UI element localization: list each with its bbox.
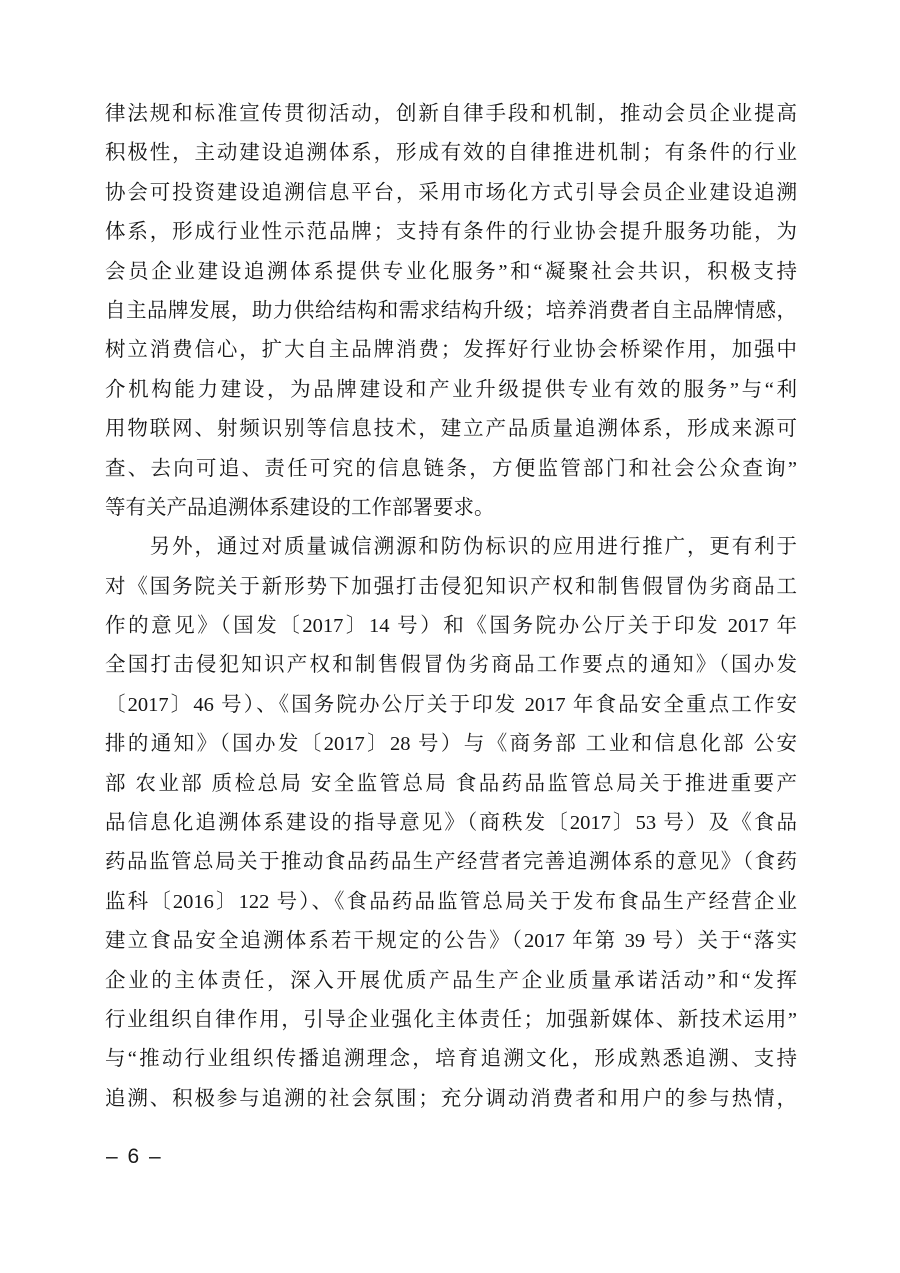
paragraph-2 <box>105 528 797 1119</box>
text-line: 与“推动行业组织传播追溯理念，培育追溯文化，形成熟悉追溯、支持 <box>105 1048 797 1071</box>
text-line: 树立消费信心，扩大自主品牌消费；发挥好行业协会桥梁作用，加强中 <box>105 339 797 362</box>
text-line: 监科〔2016〕122 号）、《食品药品监管总局关于发布食品生产经营企业 <box>105 890 797 913</box>
text-line: 作的意见》（国发〔2017〕14 号）和《国务院办公厅关于印发 2017 年 <box>105 615 797 638</box>
text-line: 等有关产品追溯体系建设的工作部署要求。 <box>105 496 495 519</box>
text-line: 积极性，主动建设追溯体系，形成有效的自律推进机制；有条件的行业 <box>105 142 797 165</box>
text-line: 查、去向可追、责任可究的信息链条，方便监管部门和社会公众查询” <box>105 457 797 480</box>
text-line: 对《国务院关于新形势下加强打击侵犯知识产权和制售假冒伪劣商品工 <box>105 575 797 598</box>
text-line: 〔2017〕46 号）、《国务院办公厅关于印发 2017 年食品安全重点工作安 <box>105 693 797 716</box>
text-line: 排的通知》（国办发〔2017〕28 号）与《商务部 工业和信息化部 公安 <box>105 733 797 756</box>
text-line: 行业组织自律作用，引导企业强化主体责任；加强新媒体、新技术运用” <box>105 1008 797 1031</box>
text-line: 部 农业部 质检总局 安全监管总局 食品药品监管总局关于推进重要产 <box>105 772 797 795</box>
text-line: 协会可投资建设追溯信息平台，采用市场化方式引导会员企业建设追溯 <box>105 181 797 204</box>
text-line: 体系，形成行业性示范品牌；支持有条件的行业协会提升服务功能，为 <box>105 221 797 244</box>
text-line: 追溯、积极参与追溯的社会氛围；充分调动消费者和用户的参与热情， <box>105 1087 797 1110</box>
paragraph-1 <box>105 95 797 528</box>
text-line: 建立食品安全追溯体系若干规定的公告》（2017 年第 39 号）关于“落实 <box>105 930 797 953</box>
text-line: 介机构能力建设，为品牌建设和产业升级提供专业有效的服务”与“利 <box>105 378 797 401</box>
text-line: 企业的主体责任，深入开展优质产品生产企业质量承诺活动”和“发挥 <box>105 969 797 992</box>
text-line: 会员企业建设追溯体系提供专业化服务”和“凝聚社会共识，积极支持 <box>105 260 797 283</box>
text-line: 品信息化追溯体系建设的指导意见》（商秩发〔2017〕53 号）及《食品 <box>105 812 797 835</box>
text-line: 用物联网、射频识别等信息技术，建立产品质量追溯体系，形成来源可 <box>105 418 797 441</box>
document-body-text <box>105 95 797 1119</box>
text-line: 全国打击侵犯知识产权和制售假冒伪劣商品工作要点的通知》（国办发 <box>105 654 797 677</box>
text-line: 另外，通过对质量诚信溯源和防伪标识的应用进行推广，更有利于 <box>105 536 797 559</box>
text-line: 药品监管总局关于推动食品药品生产经营者完善追溯体系的意见》（食药 <box>105 851 797 874</box>
text-line: 律法规和标准宣传贯彻活动，创新自律手段和机制，推动会员企业提高 <box>105 103 797 125</box>
page-number: – 6 – <box>106 1145 163 1168</box>
text-line: 自主品牌发展，助力供给结构和需求结构升级；培养消费者自主品牌情感， <box>105 299 797 322</box>
